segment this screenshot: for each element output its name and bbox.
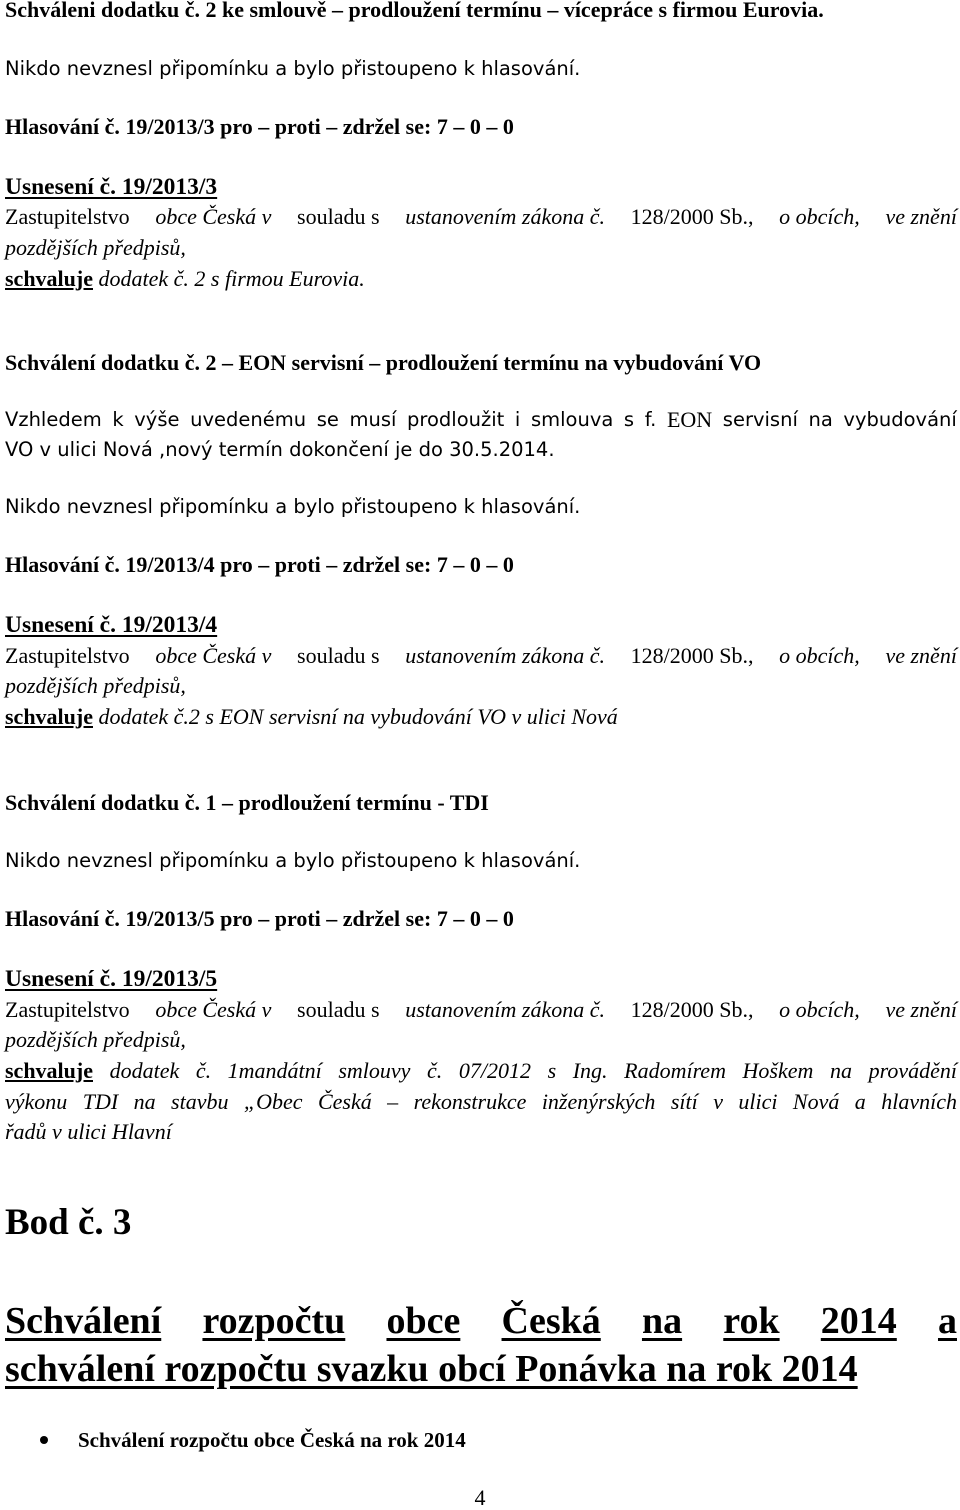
word: prodloužit — [407, 408, 505, 431]
word: souladu s — [297, 643, 380, 668]
word: ve znění — [885, 643, 957, 668]
approve-word: schvaluje — [5, 1058, 93, 1083]
resolution-line — [5, 204, 957, 230]
word: Česká — [317, 1089, 372, 1114]
word: stavbu — [171, 1089, 229, 1114]
word: Radomírem — [624, 1058, 726, 1083]
word: a — [854, 1089, 866, 1114]
word: rok — [723, 1300, 780, 1342]
approve-text: dodatek č. 2 s firmou Eurovia. — [93, 266, 365, 291]
word: smlouva — [530, 408, 614, 431]
no-comment-text: Nikdo nevznesl připomínku a bylo přistoupeno k hlasování. — [5, 495, 581, 518]
word: s — [623, 408, 635, 431]
word: obce — [386, 1300, 461, 1342]
word: 07/2012 — [458, 1058, 531, 1083]
word: ulici — [738, 1089, 778, 1114]
word: na — [808, 408, 833, 431]
resolution-line: pozdějších předpisů, — [5, 235, 186, 260]
word: ustanovením zákona č. — [405, 204, 605, 229]
approve-word: schvaluje — [5, 266, 93, 291]
bullet-icon — [40, 1436, 48, 1444]
main-heading-line: schválení rozpočtu svazku obcí Ponávka na rok 2014 — [5, 1348, 858, 1390]
word: provádění — [868, 1058, 957, 1083]
word: souladu s — [297, 997, 380, 1022]
resolution-title: Usnesení č. 19/2013/4 — [5, 612, 218, 638]
word: musí — [349, 408, 397, 431]
word: 128/2000 Sb., — [630, 997, 754, 1022]
word: č. — [195, 1058, 212, 1083]
page-number: 4 — [474, 1485, 486, 1510]
resolution-line — [5, 1089, 957, 1115]
vote-line: Hlasování č. 19/2013/5 pro – proti – zdržel se: 7 – 0 – 0 — [5, 906, 514, 931]
word: EON — [666, 407, 713, 432]
word: o obcích, — [779, 204, 860, 229]
main-heading-line — [5, 1298, 957, 1344]
word: rozpočtu — [202, 1300, 346, 1342]
section-title: Schválení dodatku č. 2 – EON servisní – prodloužení termínu na vybudování VO — [5, 350, 762, 375]
resolution-line — [5, 997, 957, 1023]
word: i — [514, 408, 521, 431]
word: obce Česká v — [155, 643, 272, 668]
word: na — [830, 1058, 852, 1083]
word: Ing. — [572, 1058, 608, 1083]
word: a — [937, 1300, 957, 1342]
word: souladu s — [297, 204, 380, 229]
word: uvedenému — [190, 408, 307, 431]
approve-line — [5, 1058, 957, 1084]
word: sítí — [670, 1089, 698, 1114]
word: ve znění — [885, 204, 957, 229]
word: v — [713, 1089, 723, 1114]
resolution-title: Usnesení č. 19/2013/3 — [5, 174, 218, 200]
word: Česká — [501, 1300, 601, 1342]
approve-line — [5, 266, 365, 292]
bullet-text: Schválení rozpočtu obce Česká na rok 2014 — [78, 1428, 466, 1452]
word: Zastupitelstvo — [5, 997, 130, 1022]
section-title: Schváleni dodatku č. 2 ke smlouvě – prodloužení termínu – vícepráce s firmou Eurovia. — [5, 0, 824, 22]
word: 2014 — [820, 1300, 897, 1342]
word: Hoškem — [742, 1058, 814, 1083]
word: k — [112, 408, 124, 431]
approve-line — [5, 704, 618, 730]
word: výkonu — [5, 1089, 68, 1114]
section-title: Schválení dodatku č. 1 – prodloužení termínu - TDI — [5, 790, 489, 815]
word: smlouvy — [338, 1058, 411, 1083]
word: o obcích, — [779, 997, 860, 1022]
word: 128/2000 Sb., — [630, 204, 754, 229]
word: obce Česká v — [155, 997, 272, 1022]
word: vybudování — [843, 408, 957, 431]
word: Nová — [792, 1089, 840, 1114]
word: č. — [427, 1058, 443, 1083]
word: na — [641, 1300, 683, 1342]
word: 128/2000 Sb., — [630, 643, 754, 668]
vote-line: Hlasování č. 19/2013/3 pro – proti – zdržel se: 7 – 0 – 0 — [5, 114, 514, 139]
word: f. — [644, 408, 657, 431]
word: ustanovením zákona č. — [405, 643, 605, 668]
word: servisní — [722, 408, 798, 431]
word: inženýrských — [541, 1089, 656, 1114]
approve-text: dodatek č.2 s EON servisní na vybudování VO v ulici Nová — [93, 704, 618, 729]
no-comment-text: Nikdo nevznesl připomínku a bylo přistoupeno k hlasování. — [5, 849, 581, 872]
word: rekonstrukce — [413, 1089, 527, 1114]
resolution-line: pozdějších předpisů, — [5, 673, 186, 698]
word: dodatek — [109, 1058, 180, 1083]
resolution-title: Usnesení č. 19/2013/5 — [5, 966, 218, 992]
word: Vzhledem — [5, 408, 102, 431]
resolution-line: řadů v ulici Hlavní — [5, 1119, 172, 1144]
vote-line: Hlasování č. 19/2013/4 pro – proti – zdržel se: 7 – 0 – 0 — [5, 552, 514, 577]
word: „Obec — [243, 1089, 303, 1114]
word: Zastupitelstvo — [5, 643, 130, 668]
word: ve znění — [885, 997, 957, 1022]
paragraph-line: VO v ulici Nová ,nový termín dokončení je do 30.5.2014. — [5, 438, 555, 461]
word: Schválení — [5, 1300, 162, 1342]
resolution-line: pozdějších předpisů, — [5, 1027, 186, 1052]
word: – — [387, 1089, 399, 1114]
word: výše — [134, 408, 180, 431]
approve-word: schvaluje — [5, 704, 93, 729]
word: TDI — [82, 1089, 119, 1114]
bullet-item — [40, 1427, 466, 1453]
word: ustanovením zákona č. — [405, 997, 605, 1022]
word: o obcích, — [779, 643, 860, 668]
paragraph-line — [5, 407, 957, 433]
word: hlavních — [881, 1089, 957, 1114]
item-heading: Bod č. 3 — [5, 1202, 132, 1243]
word: obce Česká v — [155, 204, 272, 229]
resolution-line — [5, 643, 957, 669]
word: na — [133, 1089, 156, 1114]
word: se — [316, 408, 339, 431]
no-comment-text: Nikdo nevznesl připomínku a bylo přistoupeno k hlasování. — [5, 57, 581, 80]
word: 1mandátní — [227, 1058, 322, 1083]
word: s — [547, 1058, 557, 1083]
word: Zastupitelstvo — [5, 204, 130, 229]
